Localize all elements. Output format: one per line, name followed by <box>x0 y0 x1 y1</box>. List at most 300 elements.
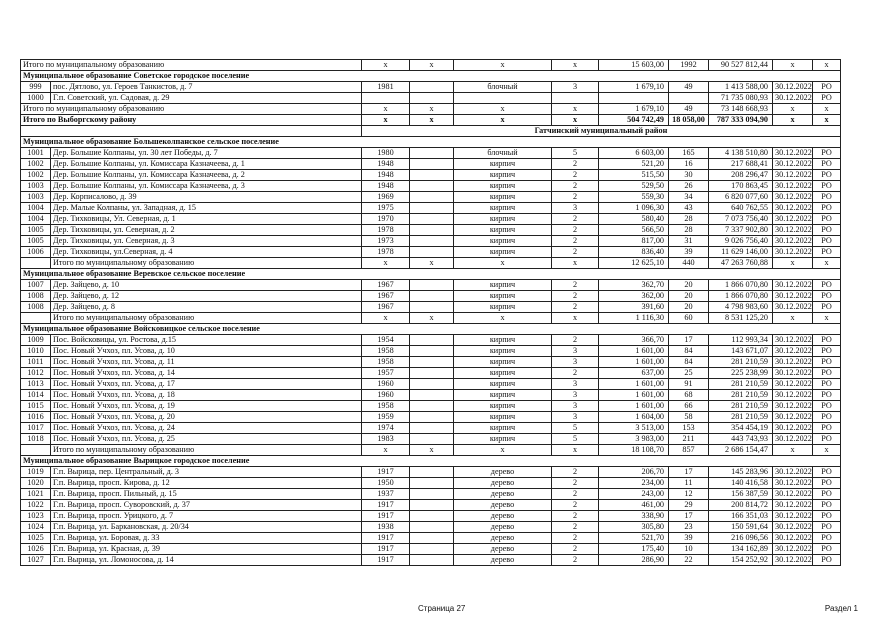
row-people: 39 <box>669 533 709 544</box>
row-method: РО <box>813 478 841 489</box>
row-area: 1 601,00 <box>599 379 669 390</box>
row-material: кирпич <box>454 214 552 225</box>
row-people: 30 <box>669 170 709 181</box>
row-address: Дер. Тихковицы, ул. Северная, д. 3 <box>51 236 362 247</box>
row-floors <box>410 423 454 434</box>
subtotal-year: х <box>362 445 410 456</box>
row-area: 1 601,00 <box>599 357 669 368</box>
row-date: 30.12.2022 <box>773 225 813 236</box>
page-number: Страница 27 <box>418 604 466 613</box>
row-people: 20 <box>669 302 709 313</box>
district-title: Гатчинский муниципальный район <box>362 126 841 137</box>
row-cost: 281 210,59 <box>709 390 773 401</box>
row-area: 362,70 <box>599 280 669 291</box>
row-address: Пос. Новый Учхоз, пл. Усова, д. 19 <box>51 401 362 412</box>
row-area: 637,00 <box>599 368 669 379</box>
row-year: 1958 <box>362 401 410 412</box>
row-number: 1003 <box>21 181 51 192</box>
subtotal-c5: х <box>552 445 599 456</box>
row-address: Г.п. Вырица, ул. Боровая, д. 33 <box>51 533 362 544</box>
section-title: Муниципальное образование Большеколпанское сельское поселение <box>21 137 841 148</box>
table-row <box>21 291 841 302</box>
row-year: 1983 <box>362 434 410 445</box>
row-area: 305,80 <box>599 522 669 533</box>
row-method: РО <box>813 412 841 423</box>
row-floors <box>410 533 454 544</box>
row-floors <box>410 401 454 412</box>
row-number: 1020 <box>21 478 51 489</box>
row-people: 12 <box>669 489 709 500</box>
row-year: 1980 <box>362 148 410 159</box>
row-cost: 4 798 983,60 <box>709 302 773 313</box>
row-method: РО <box>813 82 841 93</box>
row-people: 20 <box>669 280 709 291</box>
row-method: РО <box>813 511 841 522</box>
table-row <box>21 379 841 390</box>
row-number: 1003 <box>21 192 51 203</box>
row-date: 30.12.2022 <box>773 423 813 434</box>
row-area: 1 096,30 <box>599 203 669 214</box>
row-method: РО <box>813 192 841 203</box>
row-material: дерево <box>454 555 552 566</box>
section-header-row <box>21 456 841 467</box>
row-number: 1008 <box>21 291 51 302</box>
total-cost: 787 333 094,90 <box>709 115 773 126</box>
subtotal-area: 12 625,10 <box>599 258 669 269</box>
row-method: РО <box>813 379 841 390</box>
total-row <box>21 104 841 115</box>
row-people: 20 <box>669 291 709 302</box>
row-area: 175,40 <box>599 544 669 555</box>
row-c5: 2 <box>552 500 599 511</box>
section-label: Раздел 1 <box>824 604 858 613</box>
row-number: 1004 <box>21 214 51 225</box>
row-floors <box>410 291 454 302</box>
total-label: Итого по муниципальному образованию <box>21 104 362 115</box>
total-label: Итого по Выборгскому району <box>21 115 362 126</box>
row-year: 1969 <box>362 192 410 203</box>
row-people: 31 <box>669 236 709 247</box>
row-date: 30.12.2022 <box>773 93 813 104</box>
row-date: 30.12.2022 <box>773 280 813 291</box>
row-number: 1014 <box>21 390 51 401</box>
total-c5: х <box>552 104 599 115</box>
row-cost: 4 138 510,80 <box>709 148 773 159</box>
subtotal-cost: 2 686 154,47 <box>709 445 773 456</box>
row-method: РО <box>813 368 841 379</box>
row-date: 30.12.2022 <box>773 214 813 225</box>
total-c5: х <box>552 115 599 126</box>
table-row <box>21 555 841 566</box>
row-year: 1954 <box>362 335 410 346</box>
table-row <box>21 500 841 511</box>
row-area: 515,50 <box>599 170 669 181</box>
row-c5: 2 <box>552 181 599 192</box>
row-address: Г.п. Вырица, просп. Кирова, д. 12 <box>51 478 362 489</box>
row-year: 1917 <box>362 544 410 555</box>
row-year: 1937 <box>362 489 410 500</box>
row-year <box>362 93 410 104</box>
row-floors <box>410 302 454 313</box>
row-area: 1 601,00 <box>599 390 669 401</box>
row-number: 1011 <box>21 357 51 368</box>
total-c5: х <box>552 60 599 71</box>
row-floors <box>410 181 454 192</box>
row-area: 338,90 <box>599 511 669 522</box>
row-year: 1959 <box>362 412 410 423</box>
row-year: 1917 <box>362 533 410 544</box>
total-date: х <box>773 60 813 71</box>
total-method: х <box>813 104 841 115</box>
row-people: 10 <box>669 544 709 555</box>
row-c5: 2 <box>552 533 599 544</box>
housing-program-table <box>20 59 841 566</box>
row-c5: 2 <box>552 489 599 500</box>
row-year: 1958 <box>362 346 410 357</box>
row-people: 84 <box>669 357 709 368</box>
row-c5: 3 <box>552 390 599 401</box>
row-material: дерево <box>454 511 552 522</box>
row-year: 1958 <box>362 357 410 368</box>
table-row <box>21 159 841 170</box>
row-number: 1005 <box>21 225 51 236</box>
row-material: кирпич <box>454 423 552 434</box>
row-date: 30.12.2022 <box>773 467 813 478</box>
row-c5: 2 <box>552 335 599 346</box>
row-method: РО <box>813 170 841 181</box>
row-number: 1008 <box>21 302 51 313</box>
row-cost: 71 735 080,93 <box>709 93 773 104</box>
row-date: 30.12.2022 <box>773 544 813 555</box>
total-method: х <box>813 60 841 71</box>
total-year: х <box>362 115 410 126</box>
row-c5: 5 <box>552 423 599 434</box>
subtotal-people: 440 <box>669 258 709 269</box>
subtotal-row <box>21 258 841 269</box>
total-cost: 73 148 668,93 <box>709 104 773 115</box>
table-row <box>21 302 841 313</box>
subtotal-date: х <box>773 313 813 324</box>
row-people: 211 <box>669 434 709 445</box>
row-cost: 1 866 070,80 <box>709 291 773 302</box>
row-cost: 145 283,96 <box>709 467 773 478</box>
subtotal-floors: х <box>410 258 454 269</box>
row-area: 521,20 <box>599 159 669 170</box>
table-row <box>21 511 841 522</box>
row-c5: 2 <box>552 280 599 291</box>
row-cost: 7 337 902,80 <box>709 225 773 236</box>
row-cost: 225 238,99 <box>709 368 773 379</box>
row-year: 1981 <box>362 82 410 93</box>
table-row <box>21 335 841 346</box>
row-address: Пос. Новый Учхоз, пл. Усова, д. 14 <box>51 368 362 379</box>
row-year: 1917 <box>362 467 410 478</box>
row-method: РО <box>813 225 841 236</box>
row-floors <box>410 192 454 203</box>
row-floors <box>410 500 454 511</box>
row-area: 461,00 <box>599 500 669 511</box>
row-date: 30.12.2022 <box>773 478 813 489</box>
row-c5: 2 <box>552 291 599 302</box>
table-row <box>21 192 841 203</box>
row-c5 <box>552 93 599 104</box>
page-footer <box>0 604 874 618</box>
row-floors <box>410 346 454 357</box>
row-address: Пос. Войсковицы, ул. Ростова, д.15 <box>51 335 362 346</box>
row-floors <box>410 368 454 379</box>
row-floors <box>410 335 454 346</box>
row-date: 30.12.2022 <box>773 247 813 258</box>
row-date: 30.12.2022 <box>773 302 813 313</box>
row-c5: 3 <box>552 412 599 423</box>
row-method: РО <box>813 500 841 511</box>
row-material: дерево <box>454 533 552 544</box>
subtotal-row <box>21 313 841 324</box>
row-date: 30.12.2022 <box>773 346 813 357</box>
row-material: дерево <box>454 500 552 511</box>
row-people: 84 <box>669 346 709 357</box>
row-cost: 112 993,34 <box>709 335 773 346</box>
row-area: 6 603,00 <box>599 148 669 159</box>
subtotal-label: Итого по муниципальному образованию <box>51 258 362 269</box>
row-floors <box>410 522 454 533</box>
row-area: 580,40 <box>599 214 669 225</box>
row-material: кирпич <box>454 368 552 379</box>
row-area: 391,60 <box>599 302 669 313</box>
row-c5: 2 <box>552 302 599 313</box>
row-floors <box>410 357 454 368</box>
subtotal-material: х <box>454 313 552 324</box>
row-area: 566,50 <box>599 225 669 236</box>
row-cost: 640 762,55 <box>709 203 773 214</box>
row-date: 30.12.2022 <box>773 335 813 346</box>
row-number: 999 <box>21 82 51 93</box>
total-floors: х <box>410 115 454 126</box>
row-people: 91 <box>669 379 709 390</box>
row-date: 30.12.2022 <box>773 192 813 203</box>
row-material: кирпич <box>454 434 552 445</box>
table-row <box>21 489 841 500</box>
table-row <box>21 390 841 401</box>
total-cost: 90 527 812,44 <box>709 60 773 71</box>
row-area: 3 983,00 <box>599 434 669 445</box>
row-c5: 2 <box>552 555 599 566</box>
row-year: 1950 <box>362 478 410 489</box>
table-row <box>21 467 841 478</box>
section-title: Муниципальное образование Веревское сельское поселение <box>21 269 841 280</box>
row-address: Г.п. Вырица, пер. Центральный, д. 3 <box>51 467 362 478</box>
row-cost: 140 416,58 <box>709 478 773 489</box>
subtotal-method: х <box>813 445 841 456</box>
row-c5: 3 <box>552 346 599 357</box>
row-people: 39 <box>669 247 709 258</box>
row-material: дерево <box>454 544 552 555</box>
row-people: 22 <box>669 555 709 566</box>
total-floors: х <box>410 60 454 71</box>
row-date: 30.12.2022 <box>773 511 813 522</box>
total-area: 504 742,49 <box>599 115 669 126</box>
row-address: Пос. Новый Учхоз, пл. Усова, д. 24 <box>51 423 362 434</box>
table-row <box>21 247 841 258</box>
row-address: Дер. Корписалово, д. 39 <box>51 192 362 203</box>
row-floors <box>410 148 454 159</box>
row-year: 1960 <box>362 390 410 401</box>
row-c5: 2 <box>552 170 599 181</box>
row-material: кирпич <box>454 280 552 291</box>
row-number: 1006 <box>21 247 51 258</box>
row-area: 362,00 <box>599 291 669 302</box>
table-row <box>21 533 841 544</box>
row-floors <box>410 225 454 236</box>
row-method: РО <box>813 467 841 478</box>
row-cost: 1 413 588,00 <box>709 82 773 93</box>
row-year: 1917 <box>362 500 410 511</box>
row-c5: 5 <box>552 434 599 445</box>
row-method: РО <box>813 93 841 104</box>
row-address: Г.п. Вырица, просп. Урицкого, д. 7 <box>51 511 362 522</box>
total-material: х <box>454 104 552 115</box>
row-number: 1018 <box>21 434 51 445</box>
row-material: дерево <box>454 478 552 489</box>
table-row <box>21 357 841 368</box>
row-number: 1002 <box>21 159 51 170</box>
table-row <box>21 434 841 445</box>
subtotal-material: х <box>454 445 552 456</box>
row-method: РО <box>813 544 841 555</box>
row-year: 1967 <box>362 280 410 291</box>
row-date: 30.12.2022 <box>773 434 813 445</box>
row-address: Г.п. Вырица, ул. Красная, д. 39 <box>51 544 362 555</box>
total-floors: х <box>410 104 454 115</box>
subtotal-method: х <box>813 258 841 269</box>
row-material: дерево <box>454 522 552 533</box>
region-total-row <box>21 115 841 126</box>
total-year: х <box>362 104 410 115</box>
row-c5: 5 <box>552 148 599 159</box>
row-method: РО <box>813 533 841 544</box>
row-people: 34 <box>669 192 709 203</box>
row-people: 153 <box>669 423 709 434</box>
row-method: РО <box>813 555 841 566</box>
row-material: кирпич <box>454 170 552 181</box>
row-c5: 3 <box>552 203 599 214</box>
row-cost: 7 073 756,40 <box>709 214 773 225</box>
row-area <box>599 93 669 104</box>
row-material: дерево <box>454 467 552 478</box>
row-address: Пос. Новый Учхоз, пл. Усова, д. 17 <box>51 379 362 390</box>
row-cost: 150 591,64 <box>709 522 773 533</box>
row-material: кирпич <box>454 159 552 170</box>
row-material: дерево <box>454 489 552 500</box>
row-number: 1015 <box>21 401 51 412</box>
row-cost: 170 863,45 <box>709 181 773 192</box>
table-row <box>21 93 841 104</box>
row-material <box>454 93 552 104</box>
row-number: 1019 <box>21 467 51 478</box>
row-material: кирпич <box>454 379 552 390</box>
row-year: 1974 <box>362 423 410 434</box>
section-header-row <box>21 269 841 280</box>
row-date: 30.12.2022 <box>773 236 813 247</box>
row-people: 165 <box>669 148 709 159</box>
row-date: 30.12.2022 <box>773 170 813 181</box>
row-area: 1 601,00 <box>599 346 669 357</box>
row-cost: 281 210,59 <box>709 357 773 368</box>
total-label: Итого по муниципальному образованию <box>21 60 362 71</box>
section-title: Муниципальное образование Вырицкое городское поселение <box>21 456 841 467</box>
row-address: Пос. Новый Учхоз, пл. Усова, д. 10 <box>51 346 362 357</box>
row-cost: 281 210,59 <box>709 412 773 423</box>
row-area: 206,70 <box>599 467 669 478</box>
row-number: 1004 <box>21 203 51 214</box>
row-date: 30.12.2022 <box>773 181 813 192</box>
row-people: 43 <box>669 203 709 214</box>
row-address: Пос. Новый Учхоз, пл. Усова, д. 25 <box>51 434 362 445</box>
subtotal-spacer <box>21 313 51 324</box>
district-title-spacer <box>21 126 362 137</box>
row-number: 1002 <box>21 170 51 181</box>
row-floors <box>410 159 454 170</box>
section-header-row <box>21 137 841 148</box>
table-body <box>21 60 841 566</box>
row-date: 30.12.2022 <box>773 390 813 401</box>
row-method: РО <box>813 489 841 500</box>
row-date: 30.12.2022 <box>773 489 813 500</box>
total-date: х <box>773 115 813 126</box>
row-year: 1973 <box>362 236 410 247</box>
row-year: 1948 <box>362 170 410 181</box>
row-area: 1 679,10 <box>599 82 669 93</box>
row-number: 1026 <box>21 544 51 555</box>
total-row <box>21 60 841 71</box>
row-number: 1000 <box>21 93 51 104</box>
row-people: 26 <box>669 181 709 192</box>
row-address: Дер. Малые Колпаны, ул. Западная, д. 15 <box>51 203 362 214</box>
subtotal-floors: х <box>410 313 454 324</box>
total-people: 1992 <box>669 60 709 71</box>
row-c5: 2 <box>552 368 599 379</box>
row-c5: 2 <box>552 225 599 236</box>
row-people: 17 <box>669 335 709 346</box>
row-material: кирпич <box>454 203 552 214</box>
row-area: 817,00 <box>599 236 669 247</box>
table-row <box>21 170 841 181</box>
row-method: РО <box>813 302 841 313</box>
row-material: кирпич <box>454 225 552 236</box>
row-people: 17 <box>669 511 709 522</box>
row-address: Дер. Тихковицы, ул.Северная, д. 4 <box>51 247 362 258</box>
row-date: 30.12.2022 <box>773 555 813 566</box>
row-cost: 217 688,41 <box>709 159 773 170</box>
table-row <box>21 181 841 192</box>
row-address: Г.п. Советский, ул. Садовая, д. 29 <box>51 93 362 104</box>
table-row <box>21 82 841 93</box>
row-address: Дер. Зайцево, д. 8 <box>51 302 362 313</box>
row-c5: 3 <box>552 379 599 390</box>
row-floors <box>410 82 454 93</box>
row-c5: 2 <box>552 467 599 478</box>
subtotal-spacer <box>21 445 51 456</box>
row-year: 1917 <box>362 555 410 566</box>
row-date: 30.12.2022 <box>773 357 813 368</box>
row-cost: 11 629 146,00 <box>709 247 773 258</box>
table-row <box>21 214 841 225</box>
row-cost: 443 743,93 <box>709 434 773 445</box>
row-address: Г.п. Вырица, просп. Суворовский, д. 37 <box>51 500 362 511</box>
row-material: блочный <box>454 82 552 93</box>
row-address: Г.п. Вырица, ул. Баркановская, д. 20/34 <box>51 522 362 533</box>
row-cost: 156 387,59 <box>709 489 773 500</box>
